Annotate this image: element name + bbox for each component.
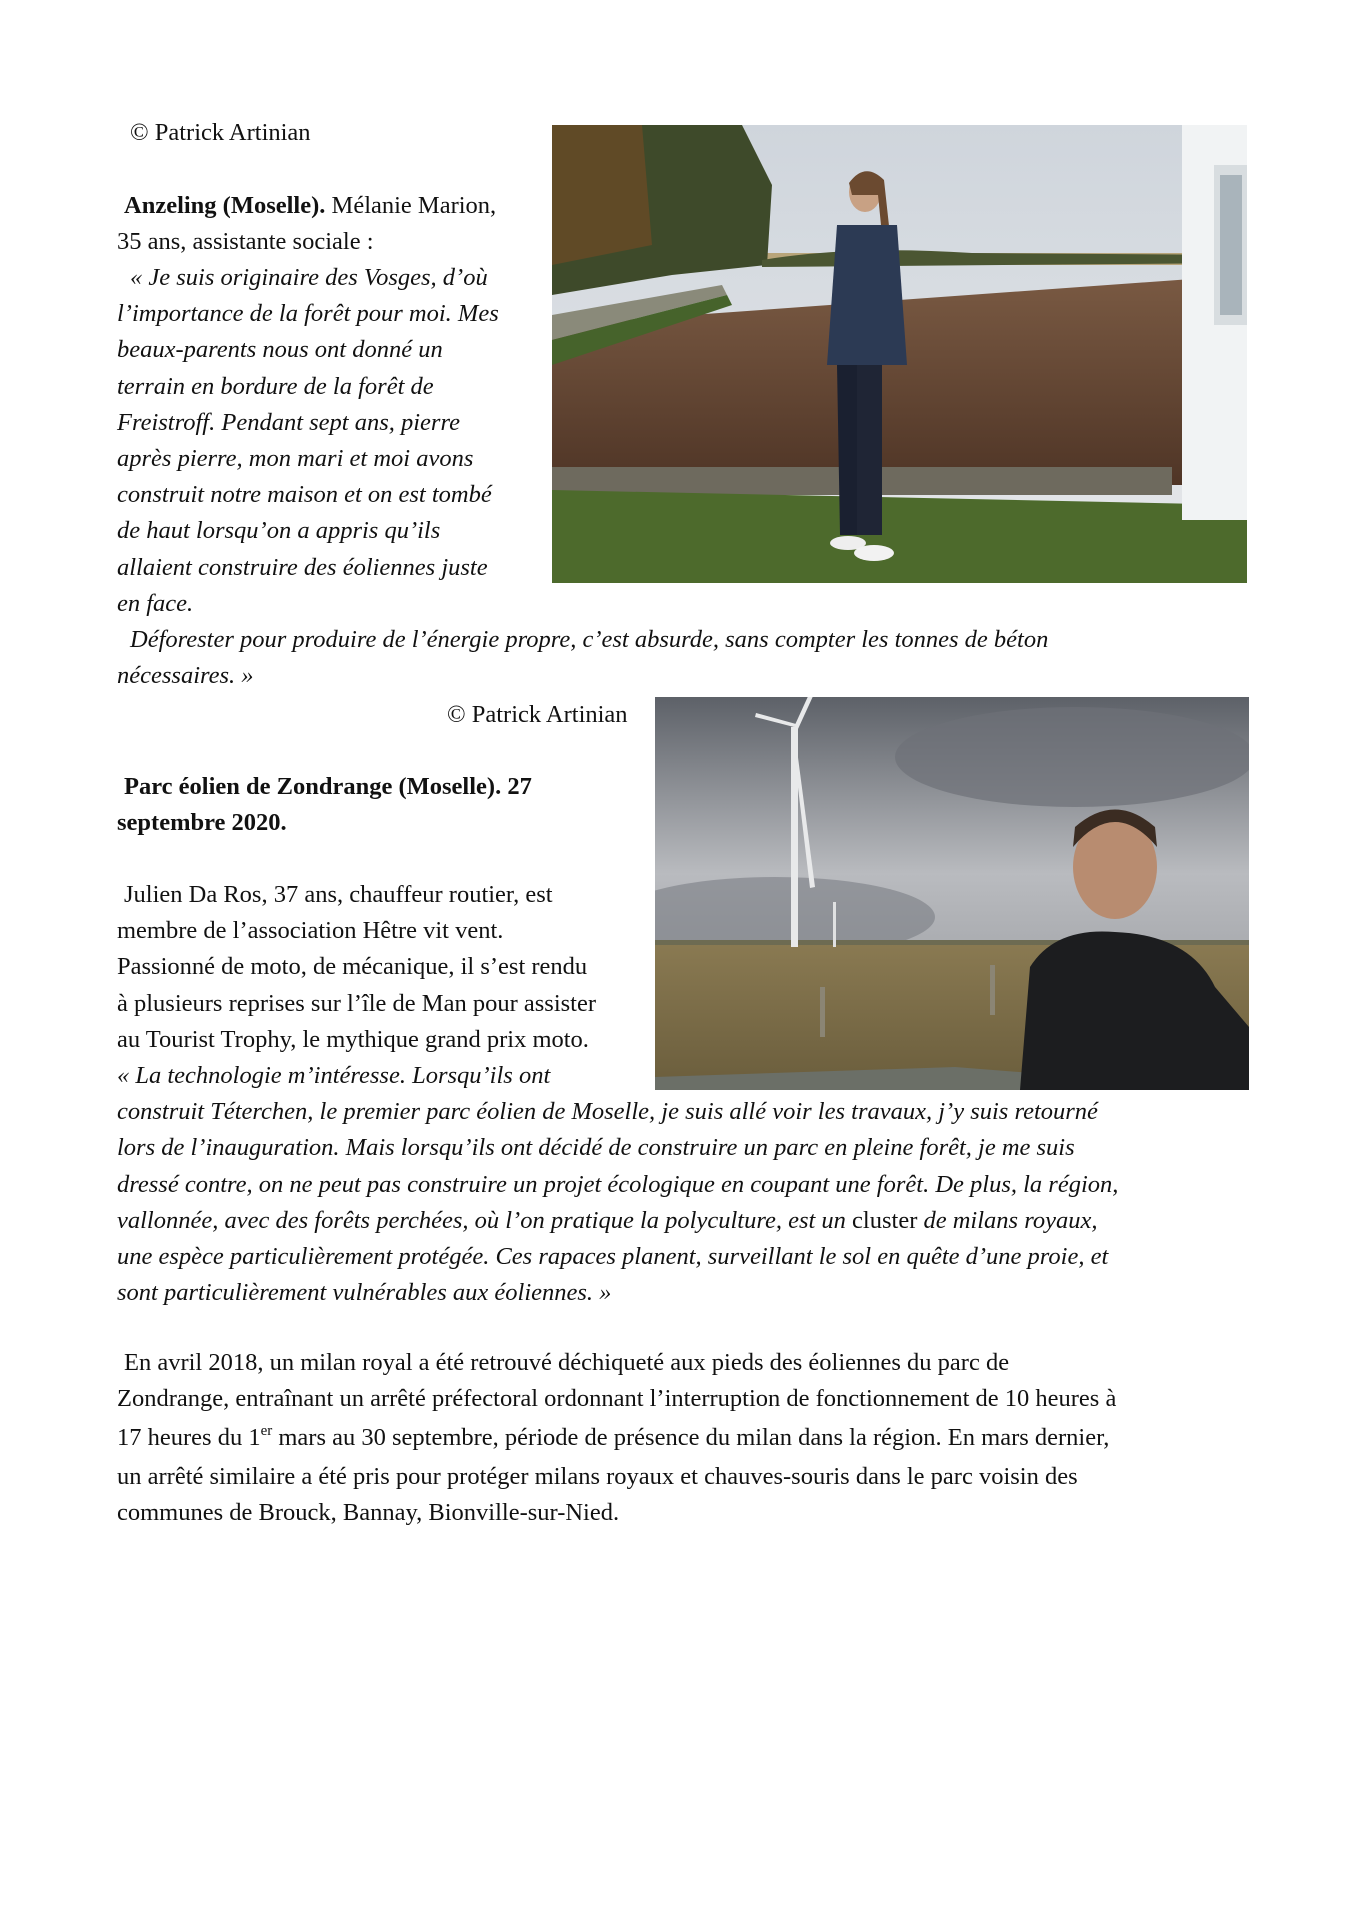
paragraph-line: communes de Brouck, Bannay, Bionville-sur-Nied. bbox=[117, 1499, 620, 1526]
text-line: Julien Da Ros, 37 ans, chauffeur routier, est bbox=[124, 881, 553, 908]
person-name: Mélanie Marion, bbox=[325, 192, 497, 219]
text-line: une espèce particulièrement protégée. Ces rapaces planent, surveillant le sol en quête d’une proie, et bbox=[117, 1243, 1109, 1270]
text-line: nécessaires. » bbox=[117, 662, 254, 689]
text-line: Déforester pour produire de l’énergie propre, c’est absurde, sans compter les tonnes de béton bbox=[130, 626, 1049, 653]
text-line: au Tourist Trophy, le mythique grand prix moto. bbox=[117, 1025, 589, 1053]
text-line: beaux-parents nous ont donné un bbox=[117, 336, 443, 364]
text-line: l’importance de la forêt pour moi. Mes bbox=[117, 300, 499, 328]
paragraph-line: 17 heures du 1er mars au 30 septembre, période de présence du milan dans la région. En mars dernier, bbox=[117, 1423, 1110, 1451]
text-line: de haut lorsqu’on a appris qu’ils bbox=[117, 517, 441, 545]
text-line: membre de l’association Hêtre vit vent. bbox=[117, 917, 504, 945]
text-line: après pierre, mon mari et moi avons bbox=[117, 445, 474, 472]
text-line: Passionné de moto, de mécanique, il s’est rendu bbox=[117, 953, 588, 981]
text-line: « La technologie m’intéresse. Lorsqu’ils ont bbox=[117, 1062, 551, 1089]
woman-standing-in-field-photo bbox=[552, 125, 1247, 583]
text-line: construit notre maison et on est tombé bbox=[117, 481, 492, 509]
text-line: lors de l’inauguration. Mais lorsqu’ils ont décidé de construire un parc en pleine forêt, je me suis bbox=[117, 1134, 1075, 1162]
person-role: 35 ans, assistante sociale : bbox=[117, 228, 374, 255]
photo-credit: © Patrick Artinian bbox=[130, 119, 311, 146]
superscript: er bbox=[260, 1423, 273, 1439]
man-near-wind-turbine-photo bbox=[655, 697, 1249, 1090]
paragraph-line: Zondrange, entraînant un arrêté préfectoral ordonnant l’interruption de fonctionnement de 10 heures à bbox=[117, 1385, 1117, 1412]
section-heading: septembre 2020. bbox=[117, 809, 287, 836]
section-heading: Parc éolien de Zondrange (Moselle). 27 bbox=[124, 773, 532, 800]
text-line: construit Téterchen, le premier parc éolien de Moselle, je suis allé voir les travaux, j’y suis retourné bbox=[117, 1098, 1098, 1126]
text-line: allaient construire des éoliennes juste bbox=[117, 553, 488, 581]
text-line: en face. bbox=[117, 589, 194, 617]
caption-intro bbox=[124, 188, 496, 224]
text-line: Freistroff. Pendant sept ans, pierre bbox=[117, 408, 460, 436]
place-name: Anzeling (Moselle). bbox=[124, 192, 326, 219]
text-line: terrain en bordure de la forêt de bbox=[117, 372, 434, 400]
text-line: vallonnée, avec des forêts perchées, où l’on pratique la polyculture, est un cluster de milans royaux, bbox=[117, 1206, 1098, 1234]
paragraph-line: En avril 2018, un milan royal a été retrouvé déchiqueté aux pieds des éoliennes du parc de bbox=[124, 1349, 1010, 1376]
text-line: sont particulièrement vulnérables aux éoliennes. » bbox=[117, 1279, 612, 1307]
text-line: dressé contre, on ne peut pas construire un projet écologique en coupant une forêt. De plus, la région, bbox=[117, 1170, 1119, 1198]
paragraph-line: un arrêté similaire a été pris pour protéger milans royaux et chauves-souris dans le parc voisin des bbox=[117, 1463, 1078, 1490]
photo-credit: © Patrick Artinian bbox=[447, 701, 628, 728]
text-line: à plusieurs reprises sur l’île de Man pour assister bbox=[117, 989, 596, 1017]
upright-word: cluster bbox=[852, 1206, 918, 1234]
text-line: « Je suis originaire des Vosges, d’où bbox=[130, 264, 488, 291]
